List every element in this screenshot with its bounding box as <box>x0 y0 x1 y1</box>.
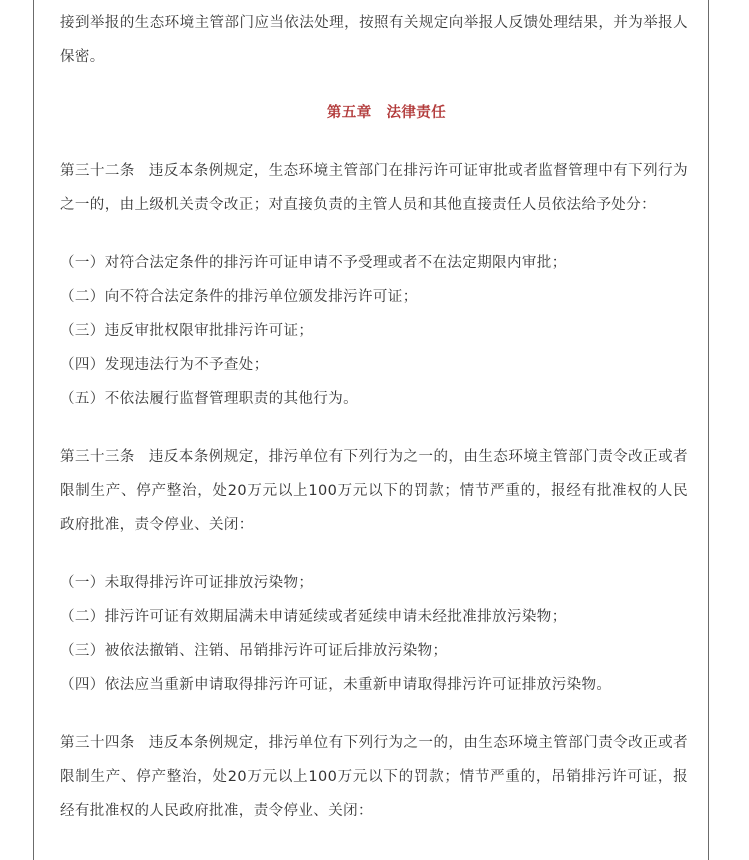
chapter-title: 第五章 法律责任 <box>326 105 447 121</box>
list-item: （四）依法应当重新申请取得排污许可证，未重新申请取得排污许可证排放污染物。 <box>60 677 612 693</box>
article-text: 违反本条例规定，生态环境主管部门在排污许可证审批或者监督管理中有下列行为之一的，由上级机关责令改正；对直接负责的主管人员和其他直接责任人员依法给予处分： <box>60 163 688 213</box>
article-number: 第三十四条 <box>60 735 135 751</box>
article-34 <box>60 726 688 828</box>
spacer <box>60 702 688 726</box>
spacer <box>60 542 688 566</box>
list-item: （三）违反审批权限审批排污许可证； <box>60 323 314 339</box>
article-33 <box>60 440 688 542</box>
list-item: （三）被依法撤销、注销、吊销排污许可证后排放污染物； <box>60 643 448 659</box>
spacer <box>60 416 688 440</box>
intro-paragraph: 接到举报的生态环境主管部门应当依法处理，按照有关规定向举报人反馈处理结果，并为举报人保密。 <box>60 15 688 65</box>
list-item: （一）未取得排污许可证排放污染物； <box>60 575 314 591</box>
spacer <box>60 130 688 154</box>
spacer <box>60 222 688 246</box>
list-item: （二）排污许可证有效期届满未申请延续或者延续申请未经批准排放污染物； <box>60 609 567 625</box>
document-body <box>60 0 688 828</box>
list-item: （一）对符合法定条件的排污许可证申请不予受理或者不在法定期限内审批； <box>60 255 567 271</box>
article-text: 违反本条例规定，排污单位有下列行为之一的，由生态环境主管部门责令改正或者限制生产、停产整治，处20万元以上100万元以下的罚款；情节严重的，吊销排污许可证，报经有批准权的人民政府批准，责令停业、关闭： <box>60 735 688 819</box>
list-item: （五）不依法履行监督管理职责的其他行为。 <box>60 391 358 407</box>
article-number: 第三十三条 <box>60 449 135 465</box>
article-32 <box>60 154 688 222</box>
spacer <box>60 74 688 96</box>
list-item: （二）向不符合法定条件的排污单位颁发排污许可证； <box>60 289 418 305</box>
article-text: 违反本条例规定，排污单位有下列行为之一的，由生态环境主管部门责令改正或者限制生产、停产整治，处20万元以上100万元以下的罚款；情节严重的，报经有批准权的人民政府批准，责令停业、关闭： <box>60 449 688 533</box>
article-number: 第三十二条 <box>60 163 135 179</box>
list-item: （四）发现违法行为不予查处； <box>60 357 269 373</box>
